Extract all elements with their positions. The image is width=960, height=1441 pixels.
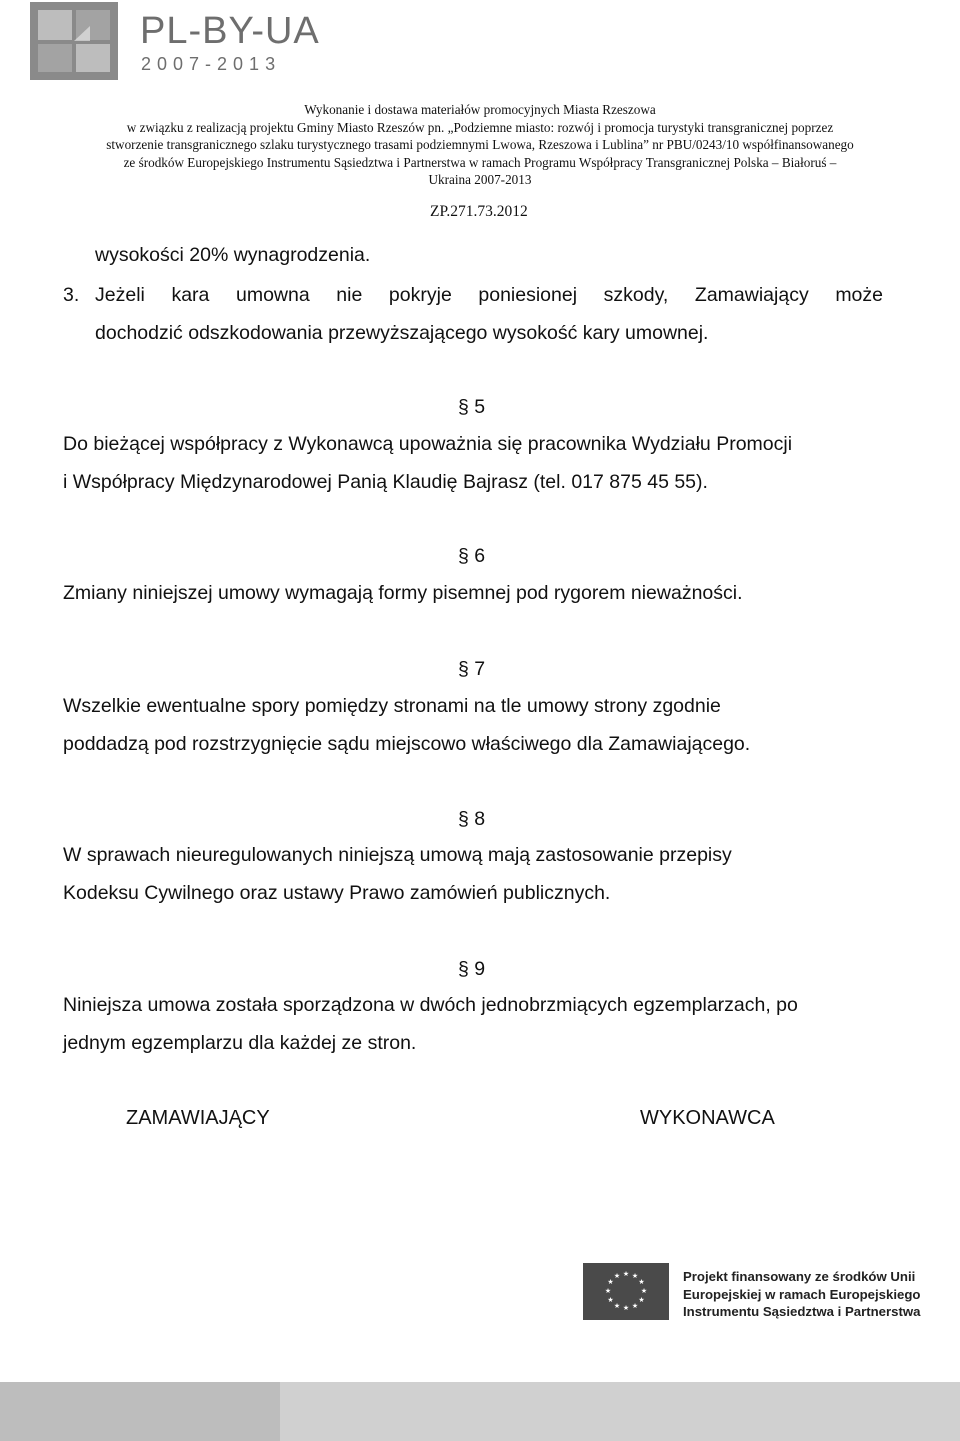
word: Zamawiający: [694, 284, 809, 306]
svg-text:★: ★: [638, 1278, 645, 1286]
section-heading-8: § 8: [458, 808, 486, 830]
item-number: 3.: [63, 284, 80, 306]
svg-text:★: ★: [607, 1278, 614, 1286]
paragraph-line: Zmiany niniejszej umowy wymagają formy pisemnej pod rygorem nieważności.: [63, 582, 743, 604]
svg-text:★: ★: [622, 1304, 630, 1312]
section-8-text: [63, 836, 732, 912]
word: może: [835, 284, 883, 306]
word: nie: [336, 284, 363, 306]
svg-text:★: ★: [631, 1272, 639, 1280]
logo-years: 2007-2013: [141, 54, 282, 74]
eu-stars-icon: [583, 1263, 669, 1320]
eu-flag-icon: [583, 1263, 669, 1320]
section-heading-9: § 9: [458, 958, 486, 980]
word: poniesionej: [478, 284, 578, 306]
footer-band-accent: [0, 1382, 280, 1441]
paragraph-line: Niniejsza umowa została sporządzona w dwóch jednobrzmiących egzemplarzach, po: [63, 994, 798, 1016]
section-heading-7: § 7: [458, 658, 486, 680]
paragraph-line: W sprawach nieuregulowanych niniejszą umową mają zastosowanie przepisy: [63, 844, 732, 866]
logo-title: PL-BY-UA: [140, 10, 320, 52]
paragraph-line: Kodeksu Cywilnego oraz ustawy Prawo zamówień publicznych.: [63, 882, 611, 904]
eu-funding-note: [683, 1268, 920, 1321]
header-line: stworzenie transgranicznego szlaku turystycznego trasami podziemnymi Lwowa, Rzeszowa i Lublina” nr PBU/0243/10 współfinansowanego: [106, 137, 854, 152]
paragraph-line: i Współpracy Międzynarodowej Panią Klaudię Bajrasz (tel. 017 875 45 55).: [63, 471, 708, 493]
eu-note-line: Europejskiej w ramach Europejskiego: [683, 1286, 921, 1302]
program-logo: [30, 2, 330, 80]
section-7-text: [63, 687, 750, 763]
svg-text:★: ★: [631, 1302, 639, 1310]
item-3-line-1: [95, 284, 883, 307]
section-6-text: [63, 574, 743, 612]
paragraph-line: poddadzą pod rozstrzygnięcie sądu miejscowo właściwego dla Zamawiającego.: [63, 733, 751, 755]
eu-note-line: Instrumentu Sąsiedztwa i Partnerstwa: [683, 1304, 921, 1319]
header-line: ze środków Europejskiego Instrumentu Sąsiedztwa i Partnerstwa w ramach Programu Współpracy Transgranicznej Polska – Białoruś –: [123, 154, 837, 170]
reference-number: ZP.271.73.2012: [430, 203, 528, 220]
word: szkody,: [603, 284, 669, 306]
header-line: Wykonanie i dostawa materiałów promocyjnych Miasta Rzeszowa: [304, 102, 656, 117]
paragraph-line: Wszelkie ewentualne spory pomiędzy stronami na tle umowy strony zgodnie: [63, 695, 721, 717]
eu-note-line: Projekt finansowany ze środków Unii: [683, 1269, 916, 1284]
signature-contractor: WYKONAWCA: [640, 1107, 775, 1129]
svg-text:★: ★: [622, 1270, 630, 1278]
logo-mark-icon: [30, 2, 118, 80]
section-heading-5: § 5: [458, 396, 486, 418]
paragraph-line: jednym egzemplarzu dla każdej ze stron.: [63, 1032, 417, 1054]
word: Jeżeli: [95, 284, 145, 306]
word: umowna: [235, 284, 310, 306]
svg-text:★: ★: [638, 1296, 645, 1304]
paragraph-line: Do bieżącej współpracy z Wykonawcą upoważnia się pracownika Wydziału Promocji: [63, 433, 793, 455]
svg-text:★: ★: [604, 1287, 612, 1295]
continuation-line: wysokości 20% wynagrodzenia.: [95, 244, 371, 266]
header-line: Ukraina 2007-2013: [428, 172, 532, 187]
section-5-text: [63, 425, 792, 501]
item-3-line-2: dochodzić odszkodowania przewyższającego wysokość kary umownej.: [95, 322, 709, 344]
svg-text:★: ★: [613, 1302, 621, 1310]
document-header: [0, 101, 960, 189]
section-heading-6: § 6: [458, 545, 486, 567]
header-line: w związku z realizacją projektu Gminy Miasto Rzeszów pn. „Podziemne miasto: rozwój i promocja turystyki transgranicznej poprzez: [126, 119, 834, 135]
word: pokryje: [388, 284, 452, 306]
signature-contracting-party: ZAMAWIAJĄCY: [126, 1107, 270, 1129]
svg-text:★: ★: [607, 1296, 614, 1304]
svg-text:★: ★: [640, 1287, 648, 1295]
word: kara: [171, 284, 210, 306]
svg-text:★: ★: [613, 1272, 621, 1280]
section-9-text: [63, 986, 798, 1062]
